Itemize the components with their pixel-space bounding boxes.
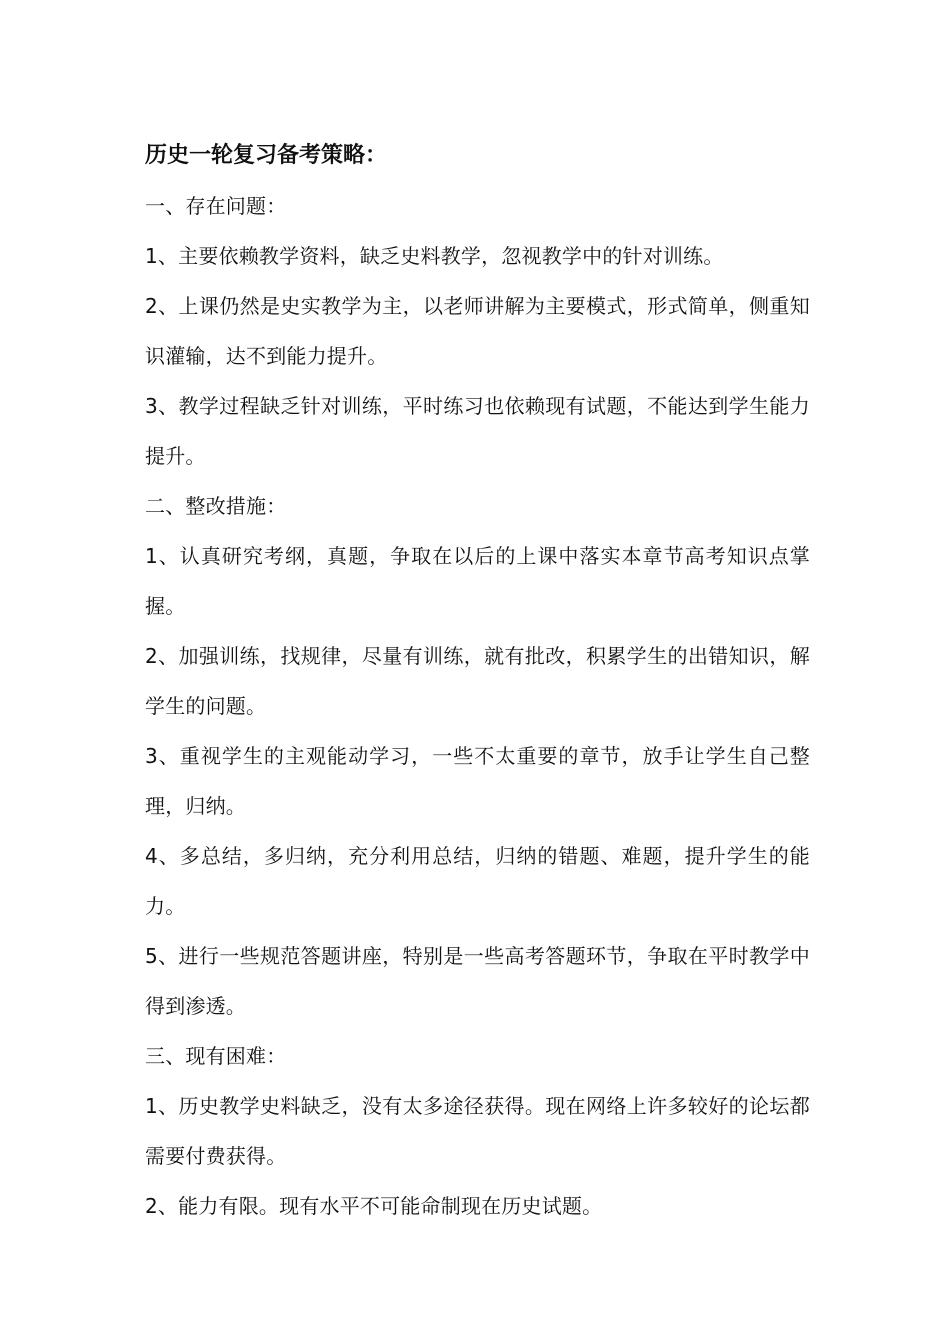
- paragraph: 3、重视学生的主观能动学习，一些不太重要的章节，放手让学生自己整理，归纳。: [145, 744, 810, 818]
- paragraph: 1、认真研究考纲，真题，争取在以后的上课中落实本章节高考知识点掌握。: [145, 544, 810, 618]
- paragraph: 2、上课仍然是史实教学为主，以老师讲解为主要模式，形式简单，侧重知识灌输，达不到能力提升。: [145, 294, 810, 368]
- paragraph: 2、加强训练，找规律，尽量有训练，就有批改，积累学生的出错知识，解学生的问题。: [145, 644, 810, 718]
- paragraph: 3、教学过程缺乏针对训练，平时练习也依赖现有试题，不能达到学生能力提升。: [145, 394, 810, 468]
- paragraph: 5、进行一些规范答题讲座，特别是一些高考答题环节，争取在平时教学中得到渗透。: [145, 944, 810, 1018]
- document-body: [145, 131, 810, 1231]
- document-title: 历史一轮复习备考策略：: [145, 143, 388, 168]
- section-heading-difficulties: 三、现有困难：: [145, 1044, 287, 1068]
- paragraph: 1、主要依赖教学资料，缺乏史料教学，忽视教学中的针对训练。: [145, 244, 724, 268]
- section-heading-problems: 一、存在问题：: [145, 194, 287, 218]
- paragraph: 1、历史教学史料缺乏，没有太多途径获得。现在网络上许多较好的论坛都需要付费获得。: [145, 1094, 810, 1168]
- paragraph: 2、能力有限。现有水平不可能命制现在历史试题。: [145, 1194, 603, 1218]
- section-heading-measures: 二、整改措施：: [145, 494, 287, 518]
- paragraph: 4、多总结，多归纳，充分利用总结，归纳的错题、难题，提升学生的能力。: [145, 844, 810, 918]
